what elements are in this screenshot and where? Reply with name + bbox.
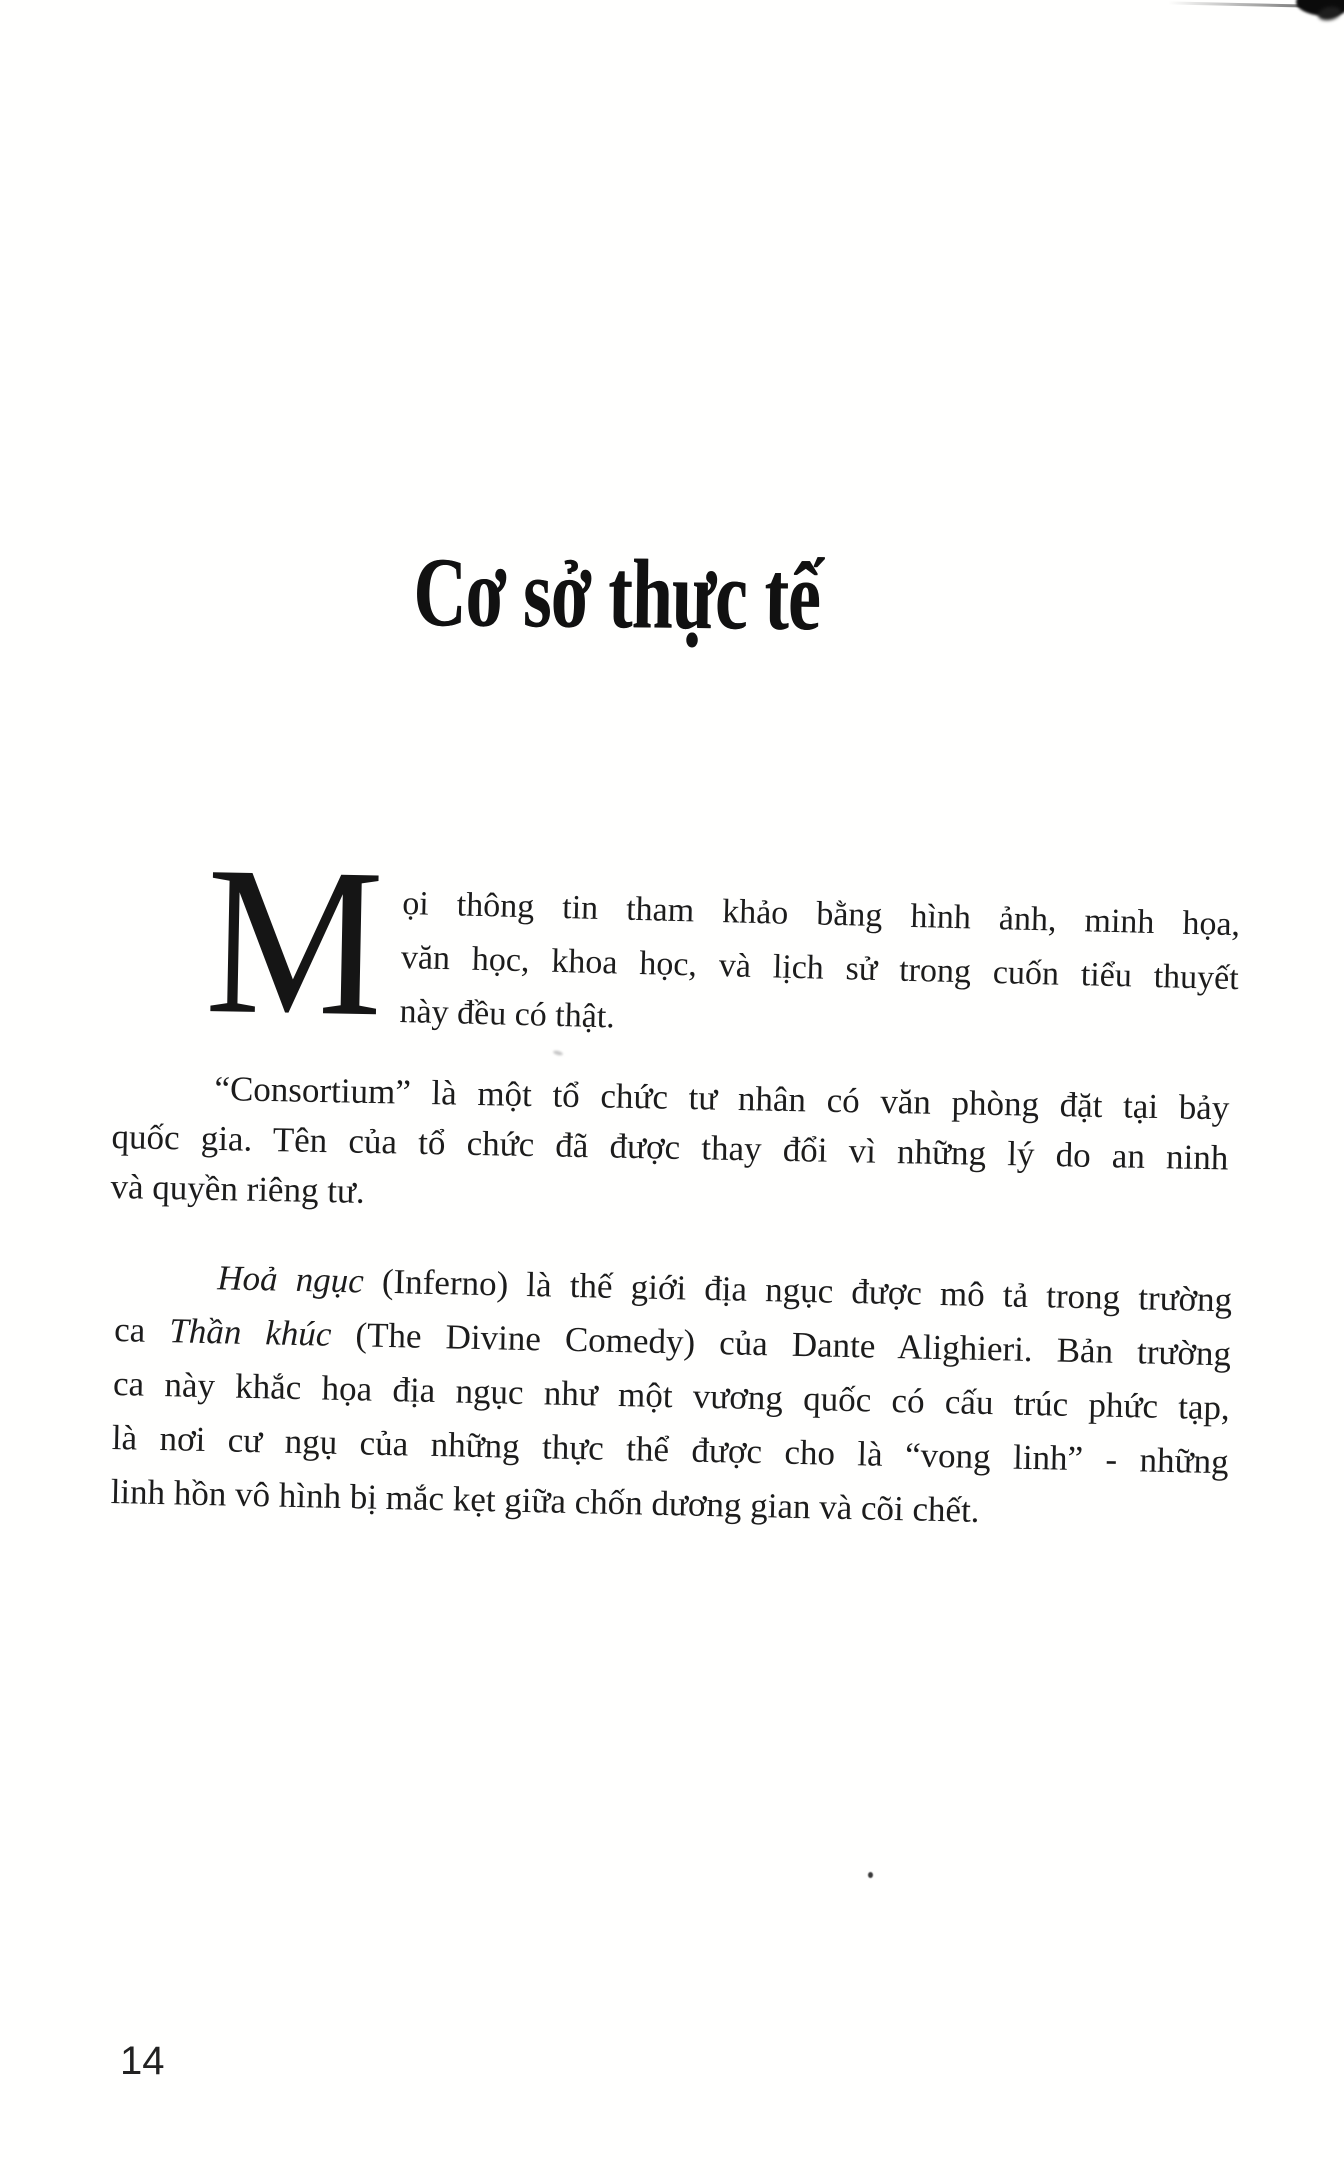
scan-speck-faint <box>553 1050 564 1056</box>
text-line: văn học, khoa học, và lịch sử trong cuốn tiểu thuyết <box>400 938 1240 998</box>
text-line: này đều có thật. <box>399 992 616 1036</box>
text-line: và quyền riêng tư. <box>110 1166 366 1211</box>
page-number: 14 <box>120 2039 165 2083</box>
text-line: linh hồn vô hình bị mắc kẹt giữa chốn dương gian và cõi chết. <box>110 1471 980 1530</box>
text-line: quốc gia. Tên của tổ chức đã được thay đổi vì những lý do an ninh <box>111 1116 1229 1178</box>
drop-cap-letter: M <box>203 822 386 1061</box>
paragraph-consortium <box>110 1062 1230 1233</box>
text-line: ọi thông tin tham khảo bằng hình ảnh, minh họa, <box>401 884 1241 944</box>
paragraph-intro <box>399 877 1241 1060</box>
text-line: ca Thần khúc (The Divine Comedy) của Dante Alighieri. Bản trường <box>113 1309 1232 1374</box>
text-line: ca này khắc họa địa ngục như một vương quốc có cấu trúc phức tạp, <box>112 1363 1231 1428</box>
paragraph-inferno <box>110 1249 1233 1543</box>
chapter-title: Cơ sở thực tế <box>412 538 821 652</box>
text-line: Hoả ngục (Inferno) là thế giới địa ngục được mô tả trong trường <box>216 1258 1233 1320</box>
scan-smudge-line <box>1168 1 1310 7</box>
text-line: là nơi cư ngụ của những thực thể được cho là “vong linh” - những <box>111 1417 1230 1482</box>
text-line: “Consortium” là một tổ chức tư nhân có văn phòng đặt tại bảy <box>214 1068 1230 1128</box>
scan-speck <box>868 1872 873 1878</box>
